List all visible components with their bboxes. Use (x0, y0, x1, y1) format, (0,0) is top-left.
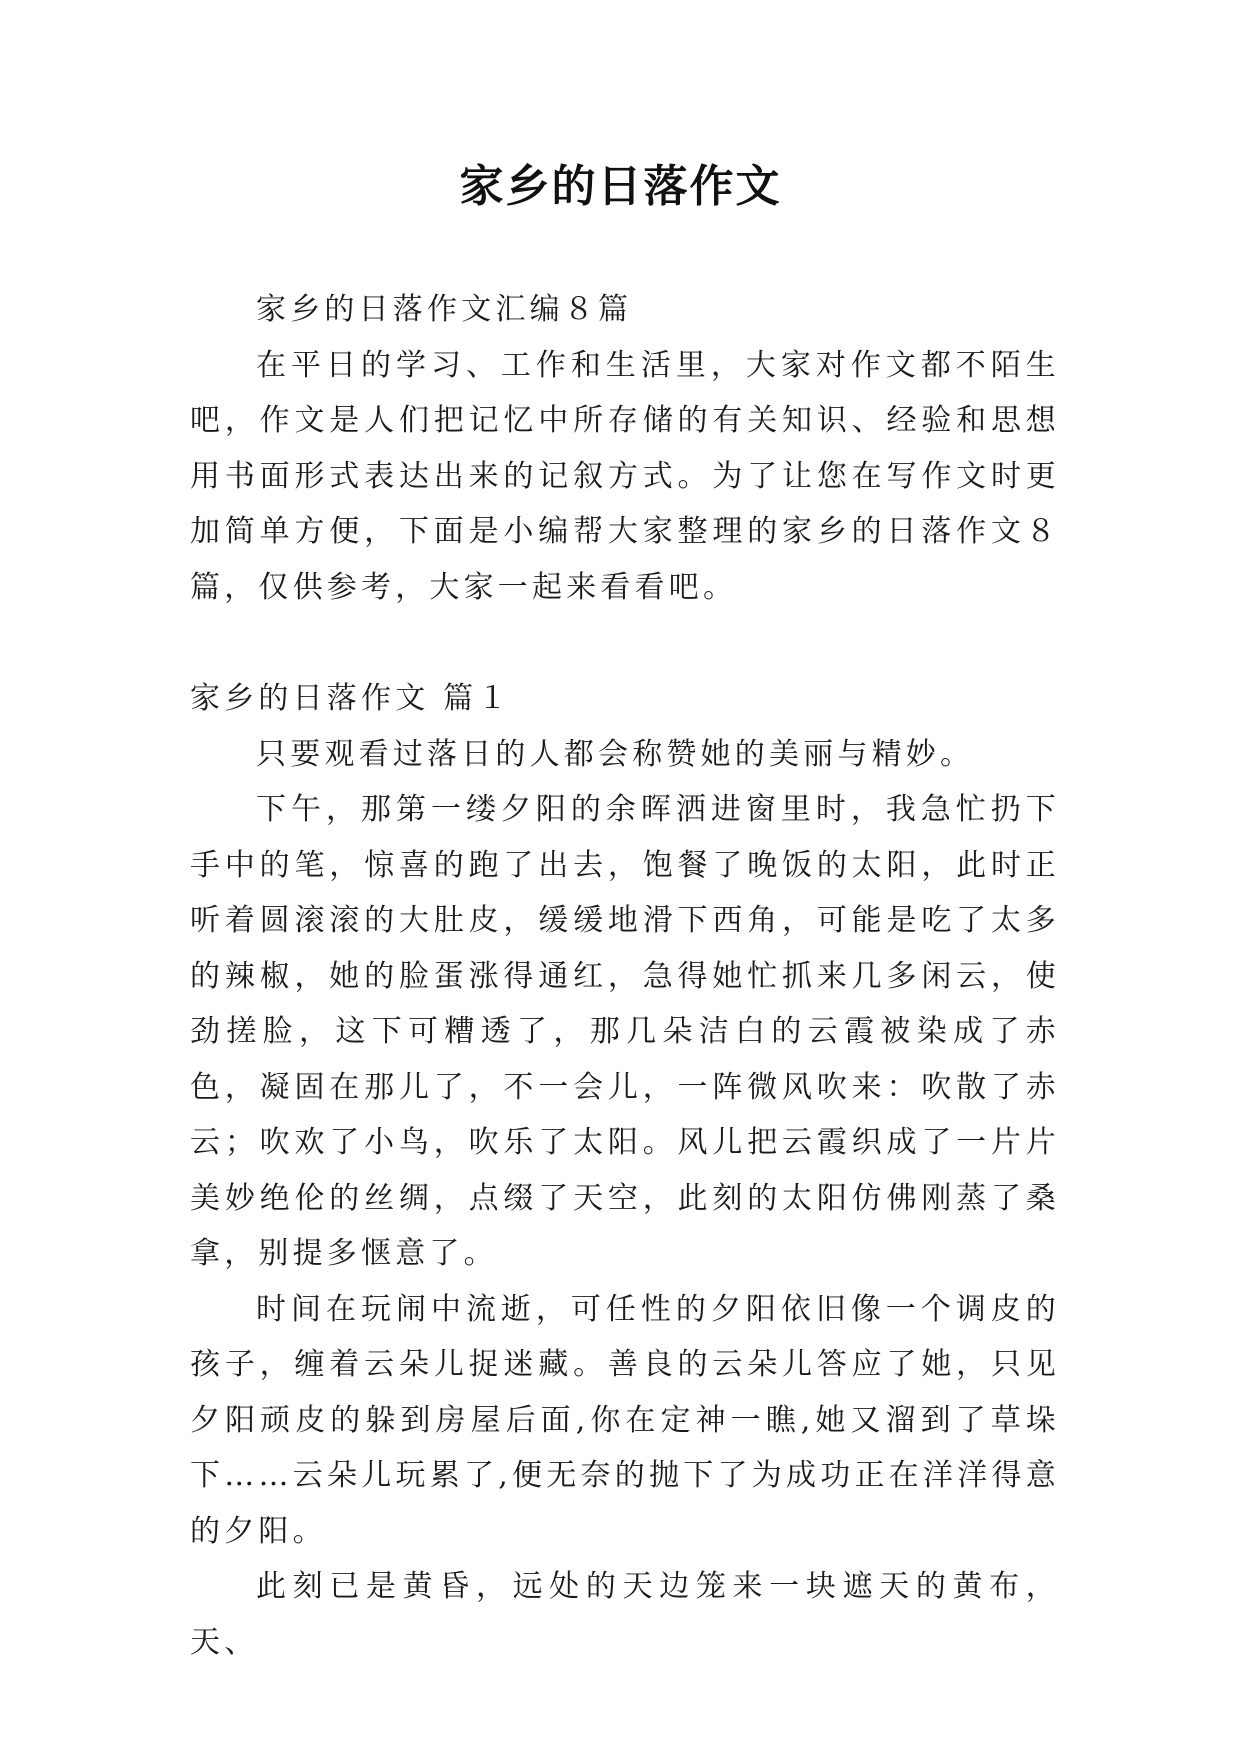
document-subtitle: 家乡的日落作文汇编８篇 (256, 292, 633, 327)
section-spacer (190, 615, 1060, 671)
section-heading: 家乡的日落作文 篇１ (190, 681, 512, 716)
body-paragraph: 下午，那第一缕夕阳的余晖洒进窗里时，我急忙扔下手中的笔，惊喜的跑了出去，饱餐了晚饭的太阳，此时正听着圆滚滚的大肚皮，缓缓地滑下西角，可能是吃了太多的辣椒，她的脸蛋涨得通红，急得她忙抓来几多闲云，使劲搓脸，这下可糟透了，那几朵洁白的云霞被染成了赤色，凝固在那儿了，不一会儿，一阵微风吹来：吹散了赤云；吹欢了小鸟，吹乐了太阳。风儿把云霞织成了一片片美妙绝伦的丝绸，点缀了天空，此刻的太阳仿佛刚蒸了桑拿，别提多惬意了。 (190, 792, 1060, 1271)
body-paragraph: 此刻已是黄昏，远处的天边笼来一块遮天的黄布，天、 (190, 1569, 1060, 1660)
intro-paragraph: 在平日的学习、工作和生活里，大家对作文都不陌生吧，作文是人们把记忆中所存储的有关知识、经验和思想用书面形式表达出来的记叙方式。为了让您在写作文时更加简单方便，下面是小编帮大家整理的家乡的日落作文８篇，仅供参考，大家一起来看看吧。 (190, 347, 1060, 605)
document-title: 家乡的日落作文 (459, 161, 782, 212)
document-body (190, 282, 1060, 1670)
body-paragraph: 时间在玩闹中流逝，可任性的夕阳依旧像一个调皮的孩子，缠着云朵儿捉迷藏。善良的云朵儿答应了她，只见夕阳顽皮的躲到房屋后面,你在定神一瞧,她又溜到了草垛下……云朵儿玩累了,便无奈的抛下了为成功正在洋洋得意的夕阳。 (190, 1291, 1060, 1549)
body-paragraph: 只要观看过落日的人都会称赞她的美丽与精妙。 (256, 736, 975, 772)
